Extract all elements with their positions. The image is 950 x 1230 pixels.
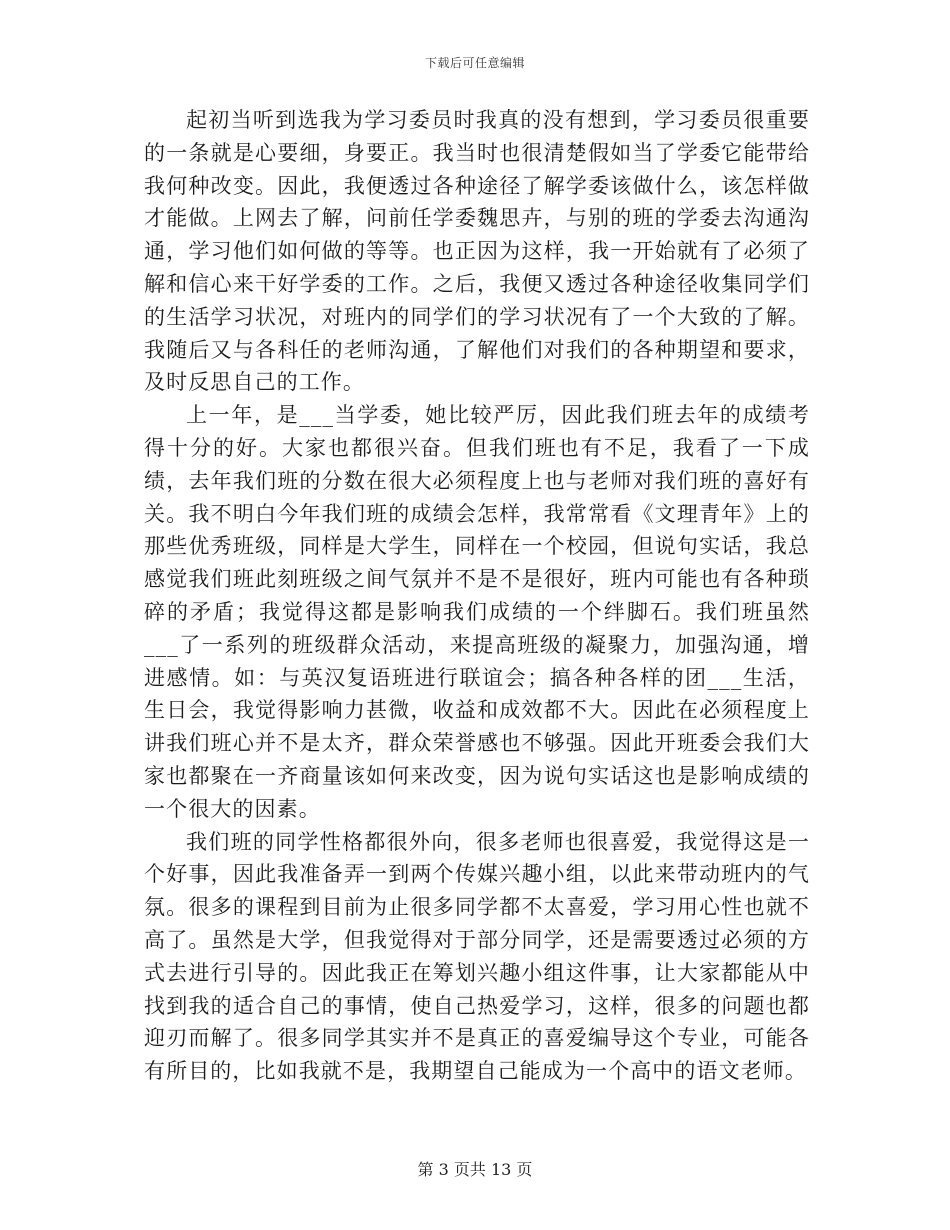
paragraph-3: 我们班的同学性格都很外向，很多老师也很喜爱，我觉得这是一个好事，因此我准备弄一到两个传媒兴趣小组，以此来带动班内的气氛。很多的课程到目前为止很多同学都不太喜爱，学习用心性也就不高了。虽然是大学，但我觉得对于部分同学，还是需要透过必须的方式去进行引导的。因此我正在筹划兴趣小组这件事，让大家都能从中找到我的适合自己的事情，使自己热爱学习，这样，很多的问题也都迎刃而解了。很多同学其实并不是真正的喜爱编导这个专业，可能各有所目的，比如我就不是，我期望自己能成为一个高中的语文老师。: [144, 829, 810, 1084]
header-note: 下载后可任意编辑: [424, 56, 525, 70]
paragraph-2: 上一年，是___当学委，她比较严厉，因此我们班去年的成绩考得十分的好。大家也都很兴奋。但我们班也有不足，我看了一下成绩，去年我们班的分数在很大必须程度上也与老师对我们班的喜好有关。我不明白今年我们班的成绩会怎样，我常常看《文理青年》上的那些优秀班级，同样是大学生，同样在一个校园，但说句实话，我总感觉我们班此刻班级之间气氛并不是不是很好，班内可能也有各种琐碎的矛盾；我觉得这都是影响我们成绩的一个绊脚石。我们班虽然___了一系列的班级群众活动，来提高班级的凝聚力，加强沟通，增进感情。如：与英汉复语班进行联谊会；搞各种各样的团___生活，生日会，我觉得影响力甚微，收益和成效都不大。因此在必须程度上讲我们班心并不是太齐，群众荣誉感也不够强。因此开班委会我们大家也都聚在一齐商量该如何来改变，因为说句实话这也是影响成绩的一个很大的因素。: [144, 403, 810, 821]
page-number-footer: 第 3 页共 13 页: [417, 1160, 533, 1179]
document-body: [144, 104, 810, 1088]
paragraph-1: 起初当听到选我为学习委员时我真的没有想到，学习委员很重要的一条就是心要细，身要正。我当时也很清楚假如当了学委它能带给我何种改变。因此，我便透过各种途径了解学委该做什么，该怎样做才能做。上网去了解，问前任学委魏思卉，与别的班的学委去沟通沟通，学习他们如何做的等等。也正因为这样，我一开始就有了必须了解和信心来干好学委的工作。之后，我便又透过各种途径收集同学们的生活学习状况，对班内的同学们的学习状况有了一个大致的了解。我随后又与各科任的老师沟通，了解他们对我们的各种期望和要求，及时反思自己的工作。: [144, 108, 810, 395]
